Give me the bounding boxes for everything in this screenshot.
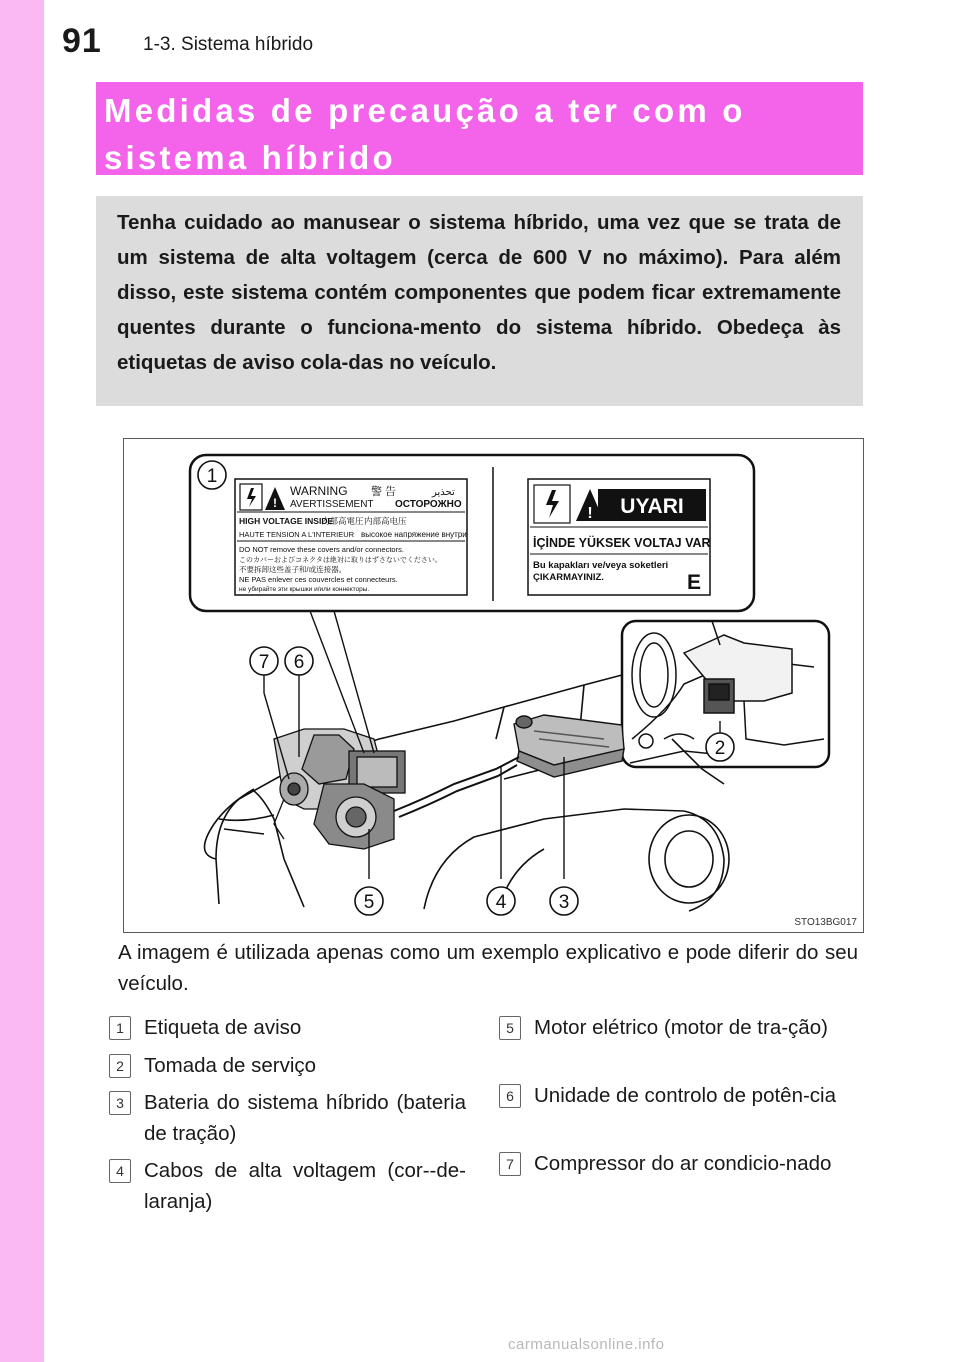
label-kanji: 警 告 xyxy=(371,486,397,498)
label-russian: ОСТОРОЖНО xyxy=(395,499,462,510)
callout-4-label: 4 xyxy=(495,892,507,913)
hybrid-system-illustration xyxy=(123,438,864,933)
legend-text-1: Etiqueta de aviso xyxy=(144,1016,302,1039)
legend-number-1: 1 xyxy=(109,1016,131,1040)
label-hv-jp: 内部高電圧 xyxy=(321,516,364,526)
callout-6-label: 6 xyxy=(293,652,305,673)
label-line-5: не убирайте эти крышки и/или коннекторы. xyxy=(239,586,370,593)
label-turkish-line-1: Bu kapakları ve/veya soketleri xyxy=(533,560,669,571)
figure-caption: A imagem é utilizada apenas como um exemplo explicativo e pode diferir do seu veículo. xyxy=(118,941,858,995)
warning-label-right xyxy=(528,479,711,595)
legend-text-5: Motor elétrico (motor de tra-ção) xyxy=(534,1016,828,1039)
legend-text-4: Cabos de alta voltagem (cor--de-laranja) xyxy=(144,1159,466,1213)
label-hv-cn: 内部高电压 xyxy=(364,516,407,526)
label-line-3: 不要拆卸这些盖子和/或连接器。 xyxy=(239,565,347,574)
illustration-drawing xyxy=(124,439,863,932)
warning-label-left xyxy=(235,479,467,595)
page-title: Medidas de precaução a ter com o sistema híbrido xyxy=(104,92,746,176)
label-turkish-hv: İÇİNDE YÜKSEK VOLTAJ VAR xyxy=(533,536,711,550)
callout-1-label: 1 xyxy=(206,466,218,487)
legend-item-3 xyxy=(116,1087,466,1149)
legend-text-7: Compressor do ar condicio-nado xyxy=(534,1152,832,1175)
callout-2-label: 2 xyxy=(714,738,726,759)
label-line-1: DO NOT remove these covers and/or connectors. xyxy=(239,545,404,554)
engine-bay-drawing xyxy=(274,729,405,849)
label-line-4: NE PAS enlever ces couvercles et connecteurs. xyxy=(239,575,398,584)
label-letter: E xyxy=(687,571,702,594)
svg-text:!: ! xyxy=(273,496,277,510)
label-line-2: このカバーおよびコネクタは絶対に取りはずさないでください。 xyxy=(239,557,442,564)
section-label: 1-3. Sistema híbrido xyxy=(143,34,314,55)
legend-text-3: Bateria do sistema híbrido (bateria de tração) xyxy=(144,1091,466,1145)
legend-number-4: 4 xyxy=(109,1159,131,1183)
callout-7-label: 7 xyxy=(258,652,270,673)
page-number: 91 xyxy=(62,22,102,60)
label-warning: WARNING xyxy=(290,484,348,498)
label-hv-ru: высокое напряжение внутри xyxy=(361,530,467,539)
legend-number-5: 5 xyxy=(499,1016,521,1040)
legend-text-2: Tomada de serviço xyxy=(144,1054,317,1077)
legend-number-2: 2 xyxy=(109,1054,131,1078)
legend-number-3: 3 xyxy=(109,1091,131,1115)
watermark: carmanualsonline.info xyxy=(508,1336,665,1353)
title-banner xyxy=(96,82,863,175)
intro-text: Tenha cuidado ao manusear o sistema híbrido, uma vez que se trata de um sistema de alta voltagem (cerca de 600 V no máximo). Para além disso, este sistema contém componentes que podem ficar extremamente quentes durante o funciona-mento do sistema híbrido. Obedeça às etiquetas de aviso cola-das no veículo. xyxy=(117,211,841,374)
figure-code: STO13BG017 xyxy=(794,917,857,928)
legend-text-6: Unidade de controlo de potên-cia xyxy=(534,1084,837,1107)
label-uyari: UYARI xyxy=(620,495,684,518)
legend-number-7: 7 xyxy=(499,1152,521,1176)
intro-box xyxy=(96,196,863,406)
svg-text:!: ! xyxy=(587,505,593,522)
side-color-strip xyxy=(0,0,44,1362)
label-arabic: تحذير xyxy=(432,487,455,498)
legend-item-1 xyxy=(116,1012,466,1043)
callout-5-label: 5 xyxy=(363,892,375,913)
legend-item-5 xyxy=(506,1012,856,1043)
label-avert: AVERTISSEMENT xyxy=(290,499,374,510)
legend-item-7 xyxy=(506,1148,856,1179)
label-turkish-line-2: ÇIKARMAYINIZ. xyxy=(533,572,604,583)
legend-item-2 xyxy=(116,1050,466,1081)
hybrid-battery-drawing xyxy=(514,715,624,777)
hv-cables-drawing xyxy=(394,757,519,817)
legend-item-6 xyxy=(506,1080,856,1111)
label-hv: HIGH VOLTAGE INSIDE xyxy=(239,516,334,526)
legend-number-6: 6 xyxy=(499,1084,521,1108)
legend-item-4 xyxy=(116,1155,466,1217)
label-hv-fr: HAUTE TENSION A L'INTERIEUR xyxy=(239,530,355,539)
callout-3-label: 3 xyxy=(558,892,570,913)
